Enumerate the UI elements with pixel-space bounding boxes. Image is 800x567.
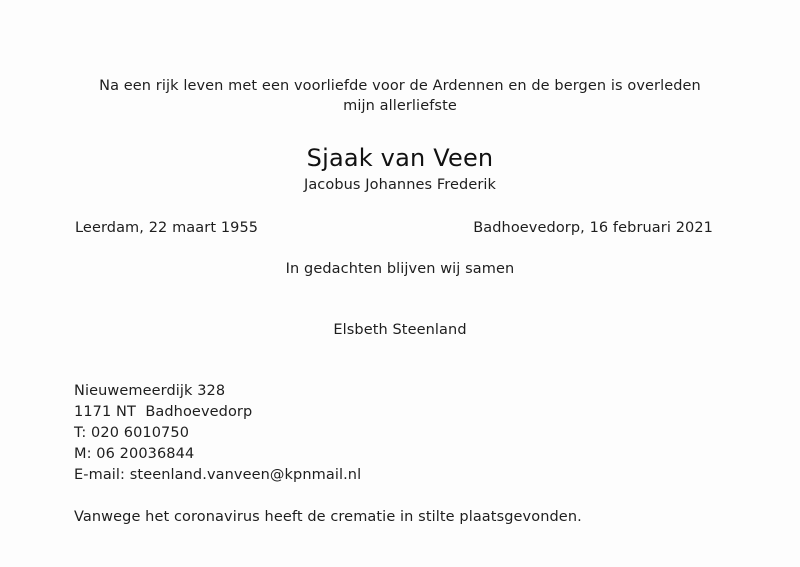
address-phone: T: 020 6010750 <box>74 425 190 441</box>
death-place-date: Badhoevedorp, 16 februari 2021 <box>473 220 713 236</box>
signer-name: Elsbeth Steenland <box>333 322 467 338</box>
deceased-full-name: Jacobus Johannes Frederik <box>303 177 497 193</box>
address-mobile: M: 06 20036844 <box>74 446 195 462</box>
address-email: E-mail: steenland.vanveen@kpnmail.nl <box>74 467 362 483</box>
memory-text: In gedachten blijven wij samen <box>285 261 515 277</box>
intro-text-line-2: mijn allerliefste <box>343 98 457 114</box>
cremation-note: Vanwege het coronavirus heeft de crematie in stilte plaatsgevonden. <box>74 509 582 525</box>
address-street: Nieuwemeerdijk 328 <box>74 383 226 399</box>
deceased-name: Sjaak van Veen <box>306 144 494 172</box>
birth-place-date: Leerdam, 22 maart 1955 <box>75 220 259 236</box>
address-postal-city: 1171 NT Badhoevedorp <box>74 404 253 420</box>
intro-text-line-1: Na een rijk leven met een voorliefde voor de Ardennen en de bergen is overleden <box>99 78 701 94</box>
